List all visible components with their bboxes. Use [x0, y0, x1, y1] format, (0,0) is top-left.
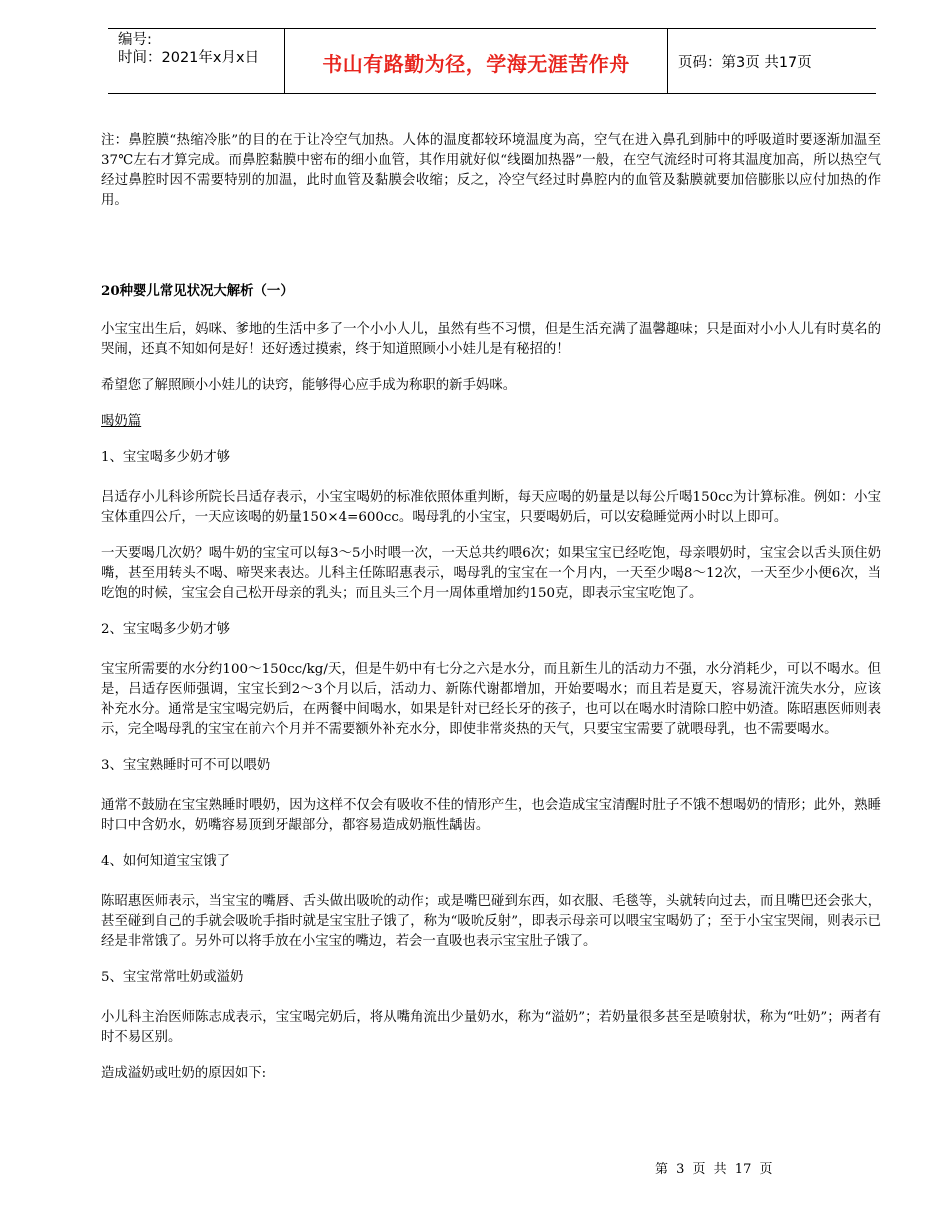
- header-meta: [108, 29, 285, 93]
- header-motto: 书山有路勤为径，学海无涯苦作舟: [285, 29, 668, 93]
- answer-3: 通常不鼓励在宝宝熟睡时喂奶，因为这样不仅会有吸收不佳的情形产生，也会造成宝宝清醒时肚子不饿不想喝奶的情形；此外，熟睡时口中含奶水，奶嘴容易顶到牙龈部分，都容易造成奶瓶性龋齿。: [101, 798, 881, 833]
- question-3: 3、宝宝熟睡时可不可以喂奶: [101, 758, 271, 773]
- header-page-label: 页码：第3页 共17页: [678, 54, 812, 71]
- number-label: 编号:: [118, 32, 152, 48]
- question-4: 4、如何知道宝宝饿了: [101, 854, 231, 869]
- answer-4: 陈昭惠医师表示，当宝宝的嘴唇、舌头做出吸吮的动作；或是嘴巴碰到东西，如衣服、毛毯等，头就转向过去，而且嘴巴还会张大，甚至碰到自己的手就会吸吮手指时就是宝宝肚子饿了，称为“吸吮反射”，即表示母亲可以喂宝宝喝奶了；至于小宝宝哭闹，则表示已经是非常饿了。另外可以将手放在小宝宝的嘴边，若会一直吸也表示宝宝肚子饿了。: [101, 894, 881, 949]
- document-body: [101, 131, 881, 1084]
- answer-5: 小儿科主治医师陈志成表示，宝宝喝完奶后，将从嘴角流出少量奶水，称为“溢奶”；若奶量很多甚至是喷射状，称为“吐奶”；两者有时不易区别。: [101, 1010, 881, 1045]
- question-5: 5、宝宝常常吐奶或溢奶: [101, 970, 244, 985]
- answer-1-paragraph-1: 吕适存小儿科诊所院长吕适存表示，小宝宝喝奶的标准依照体重判断，每天应喝的奶量是以每公斤喝150cc为计算标准。例如：小宝宝体重四公斤，一天应该喝的奶量150×4=600cc。喝母乳的小宝宝，只要喝奶后，可以安稳睡觉两小时以上即可。: [101, 490, 881, 525]
- question-1: 1、宝宝喝多少奶才够: [101, 450, 231, 465]
- section-title: 20种婴儿常见状况大解析（一）: [101, 283, 294, 299]
- intro-paragraph-1: 小宝宝出生后，妈咪、爹地的生活中多了一个小小人儿，虽然有些不习惯，但是生活充满了温馨趣味；只是面对小小人儿有时莫名的哭闹，还真不知如何是好！还好透过摸索，终于知道照顾小小娃儿是有秘招的！: [101, 322, 881, 357]
- page-header: [108, 28, 876, 94]
- answer-2: 宝宝所需要的水分约100～150cc/kg/天，但是牛奶中有七分之六是水分，而且新生儿的活动力不强，水分消耗少，可以不喝水。但是，吕适存医师强调，宝宝长到2～3个月以后，活动力、新陈代谢都增加，开始要喝水；而且若是夏天，容易流汗流失水分，应该补充水分。通常是宝宝喝完奶后，在两餐中间喝水，如果是针对已经长牙的孩子，也可以在喝水时清除口腔中奶渣。陈昭惠医师则表示，完全喝母乳的宝宝在前六个月并不需要额外补充水分，即使非常炎热的天气，只要宝宝需要了就喂母乳，也不需要喝水。: [101, 662, 881, 737]
- page-footer: 第 3 页 共 17 页: [655, 1162, 773, 1177]
- question-2: 2、宝宝喝多少奶才够: [101, 622, 231, 637]
- note-paragraph: 注：鼻腔膜“热缩冷胀”的目的在于让冷空气加热。人体的温度都较环境温度为高，空气在进入鼻孔到肺中的呼吸道时要逐渐加温至37℃左右才算完成。而鼻腔黏膜中密布的细小血管，其作用就好似“线圈加热器”一般，在空气流经时可将其温度加高，所以热空气经过鼻腔时因不需要特别的加温，此时血管及黏膜会收缩；反之，冷空气经过时鼻腔内的血管及黏膜就要加倍膨胀以应付加热的作用。: [101, 133, 881, 208]
- answer-5-causes: 造成溢奶或吐奶的原因如下:: [101, 1066, 267, 1081]
- answer-1-paragraph-2: 一天要喝几次奶？喝牛奶的宝宝可以每3～5小时喂一次，一天总共约喂6次；如果宝宝已经吃饱，母亲喂奶时，宝宝会以舌头顶住奶嘴，甚至用转头不喝、啼哭来表达。儿科主任陈昭惠表示，喝母乳的宝宝在一个月内，一天至少喝8～12次，一天至少小便6次，当吃饱的时候，宝宝会自己松开母亲的乳头；而且头三个月一周体重增加约150克，即表示宝宝吃饱了。: [101, 546, 881, 601]
- subsection-heading: 喝奶篇: [101, 414, 142, 429]
- time-label: 时间：2021年x月x日: [118, 50, 260, 66]
- intro-paragraph-2: 希望您了解照顾小小娃儿的诀窍，能够得心应手成为称职的新手妈咪。: [101, 378, 517, 393]
